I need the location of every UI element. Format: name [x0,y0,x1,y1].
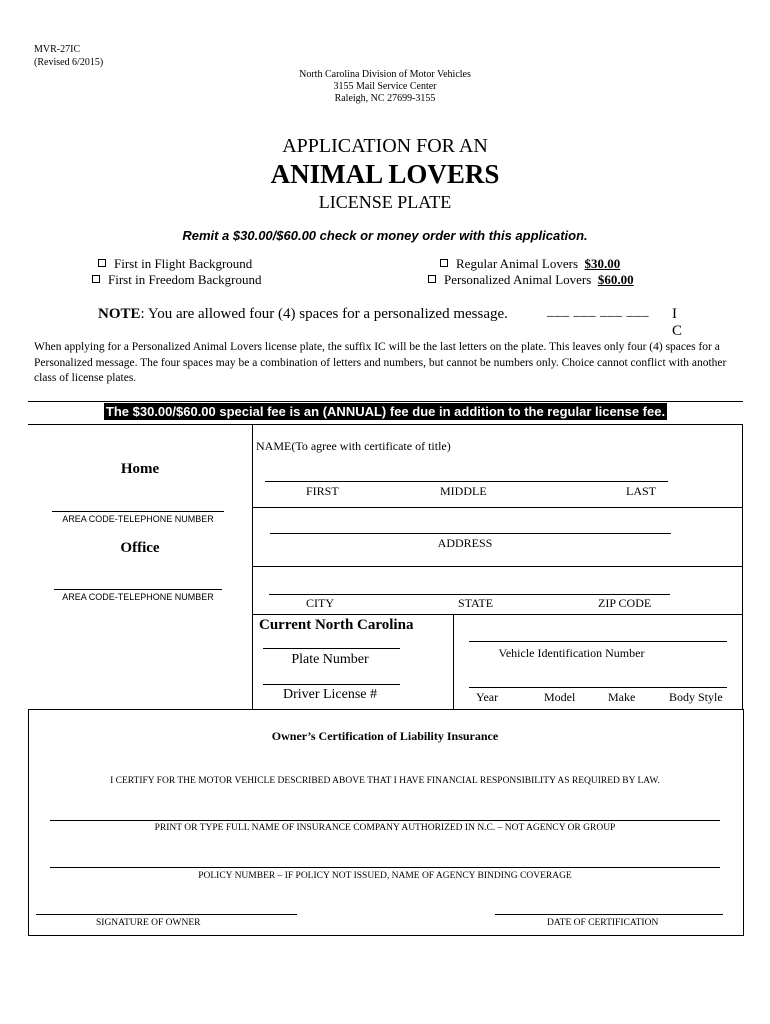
fee-banner-wrap [28,403,743,421]
zip-label: ZIP CODE [598,596,652,610]
year-label: Year [476,690,499,704]
personalized-price: $60.00 [597,272,634,287]
insurance-company-label: PRINT OR TYPE FULL NAME OF INSURANCE COMPANY AUTHORIZED IN N.C. – NOT AGENCY OR GROUP [154,823,616,833]
note-label: NOTE [98,306,141,322]
agency-name: North Carolina Division of Motor Vehicles [299,69,471,80]
insurance-company-line[interactable] [50,820,720,821]
option-first-in-flight[interactable]: First in Flight Background [98,256,252,272]
address-line[interactable] [270,533,671,534]
form-top-line [28,424,743,425]
instruction-paragraph: When applying for a Personalized Animal Lovers license plate, the suffix IC will be the last letters on the plate. This leaves only four (4) spaces for a Personalized message. The four spaces may be a combination of letters and numbers, but cannot be numbers only. Choice cannot conflict with another class of license plates. [34,341,727,384]
checkbox-icon[interactable] [440,259,448,267]
policy-number-label: POLICY NUMBER – IF POLICY NOT ISSUED, NAME OF AGENCY BINDING COVERAGE [198,871,572,881]
date-label: DATE OF CERTIFICATION [547,918,659,928]
date-line[interactable] [495,914,723,915]
row-divider-2 [252,566,742,567]
make-label: Make [608,690,636,704]
address-label: ADDRESS [437,536,493,550]
office-phone-line[interactable] [54,589,222,590]
suffix-i: I [672,306,677,322]
office-phone-label: AREA CODE-TELEPHONE NUMBER [62,592,214,602]
agency-address2: Raleigh, NC 27699-3155 [334,93,436,104]
name-line[interactable] [265,481,668,482]
state-label: STATE [458,596,494,610]
plate-number-line[interactable] [263,648,400,649]
agency-address1: 3155 Mail Service Center [333,81,437,92]
fee-banner: The $30.00/$60.00 special fee is an (ANNUAL) fee due in addition to the regular license fee. [105,404,666,419]
driver-license-line[interactable] [263,684,400,685]
home-phone-line[interactable] [52,511,224,512]
option-first-in-freedom[interactable]: First in Freedom Background [92,272,261,288]
current-nc-label: Current North Carolina [259,617,414,633]
name-label: NAME(To agree with certificate of title) [256,439,451,453]
note-text: : You are allowed four (4) spaces for a personalized message. [140,306,508,322]
row-divider-3 [252,614,742,615]
home-label: Home [120,461,160,477]
checkbox-icon[interactable] [98,259,106,267]
vin-label: Vehicle Identification Number [498,646,645,660]
city-label: CITY [306,596,334,610]
regular-price: $30.00 [584,256,621,271]
option-personalized[interactable]: Personalized Animal Lovers $60.00 [428,272,634,288]
city-state-zip-line[interactable] [269,594,670,595]
remit-instruction: Remit a $30.00/$60.00 check or money order with this application. [182,228,588,243]
form-right-border [742,424,743,709]
checkbox-icon[interactable] [428,275,436,283]
option-regular[interactable]: Regular Animal Lovers $30.00 [440,256,620,272]
first-label: FIRST [306,484,339,498]
vin-border [453,614,454,709]
divider [28,401,743,402]
note-line [98,306,508,323]
vehicle-line[interactable] [469,687,727,688]
vin-line[interactable] [469,641,727,642]
policy-number-line[interactable] [50,867,720,868]
suffix-c: C [672,323,683,339]
title-line2: ANIMAL LOVERS [270,159,500,189]
model-label: Model [544,690,576,704]
insurance-title: Owner’s Certification of Liability Insurance [271,729,499,743]
signature-label: SIGNATURE OF OWNER [96,918,201,928]
body-style-label: Body Style [669,690,723,704]
middle-label: MIDDLE [440,484,487,498]
row-divider-1 [252,507,742,508]
revised-date: (Revised 6/2015) [34,57,104,68]
home-phone-label: AREA CODE-TELEPHONE NUMBER [62,514,214,524]
driver-license-label: Driver License # [282,687,378,702]
personalized-blanks[interactable]: ___ ___ ___ ___ [547,304,649,319]
office-label: Office [120,540,160,556]
last-label: LAST [626,484,656,498]
title-line3: LICENSE PLATE [318,192,452,212]
signature-line[interactable] [36,914,297,915]
title-line1: APPLICATION FOR AN [282,135,488,157]
plate-number-label: Plate Number [291,652,369,667]
checkbox-icon[interactable] [92,275,100,283]
form-code: MVR-27IC [34,44,81,55]
certify-statement: I CERTIFY FOR THE MOTOR VEHICLE DESCRIBED ABOVE THAT I HAVE FINANCIAL RESPONSIBILITY AS REQUIRED BY LAW. [110,776,660,786]
